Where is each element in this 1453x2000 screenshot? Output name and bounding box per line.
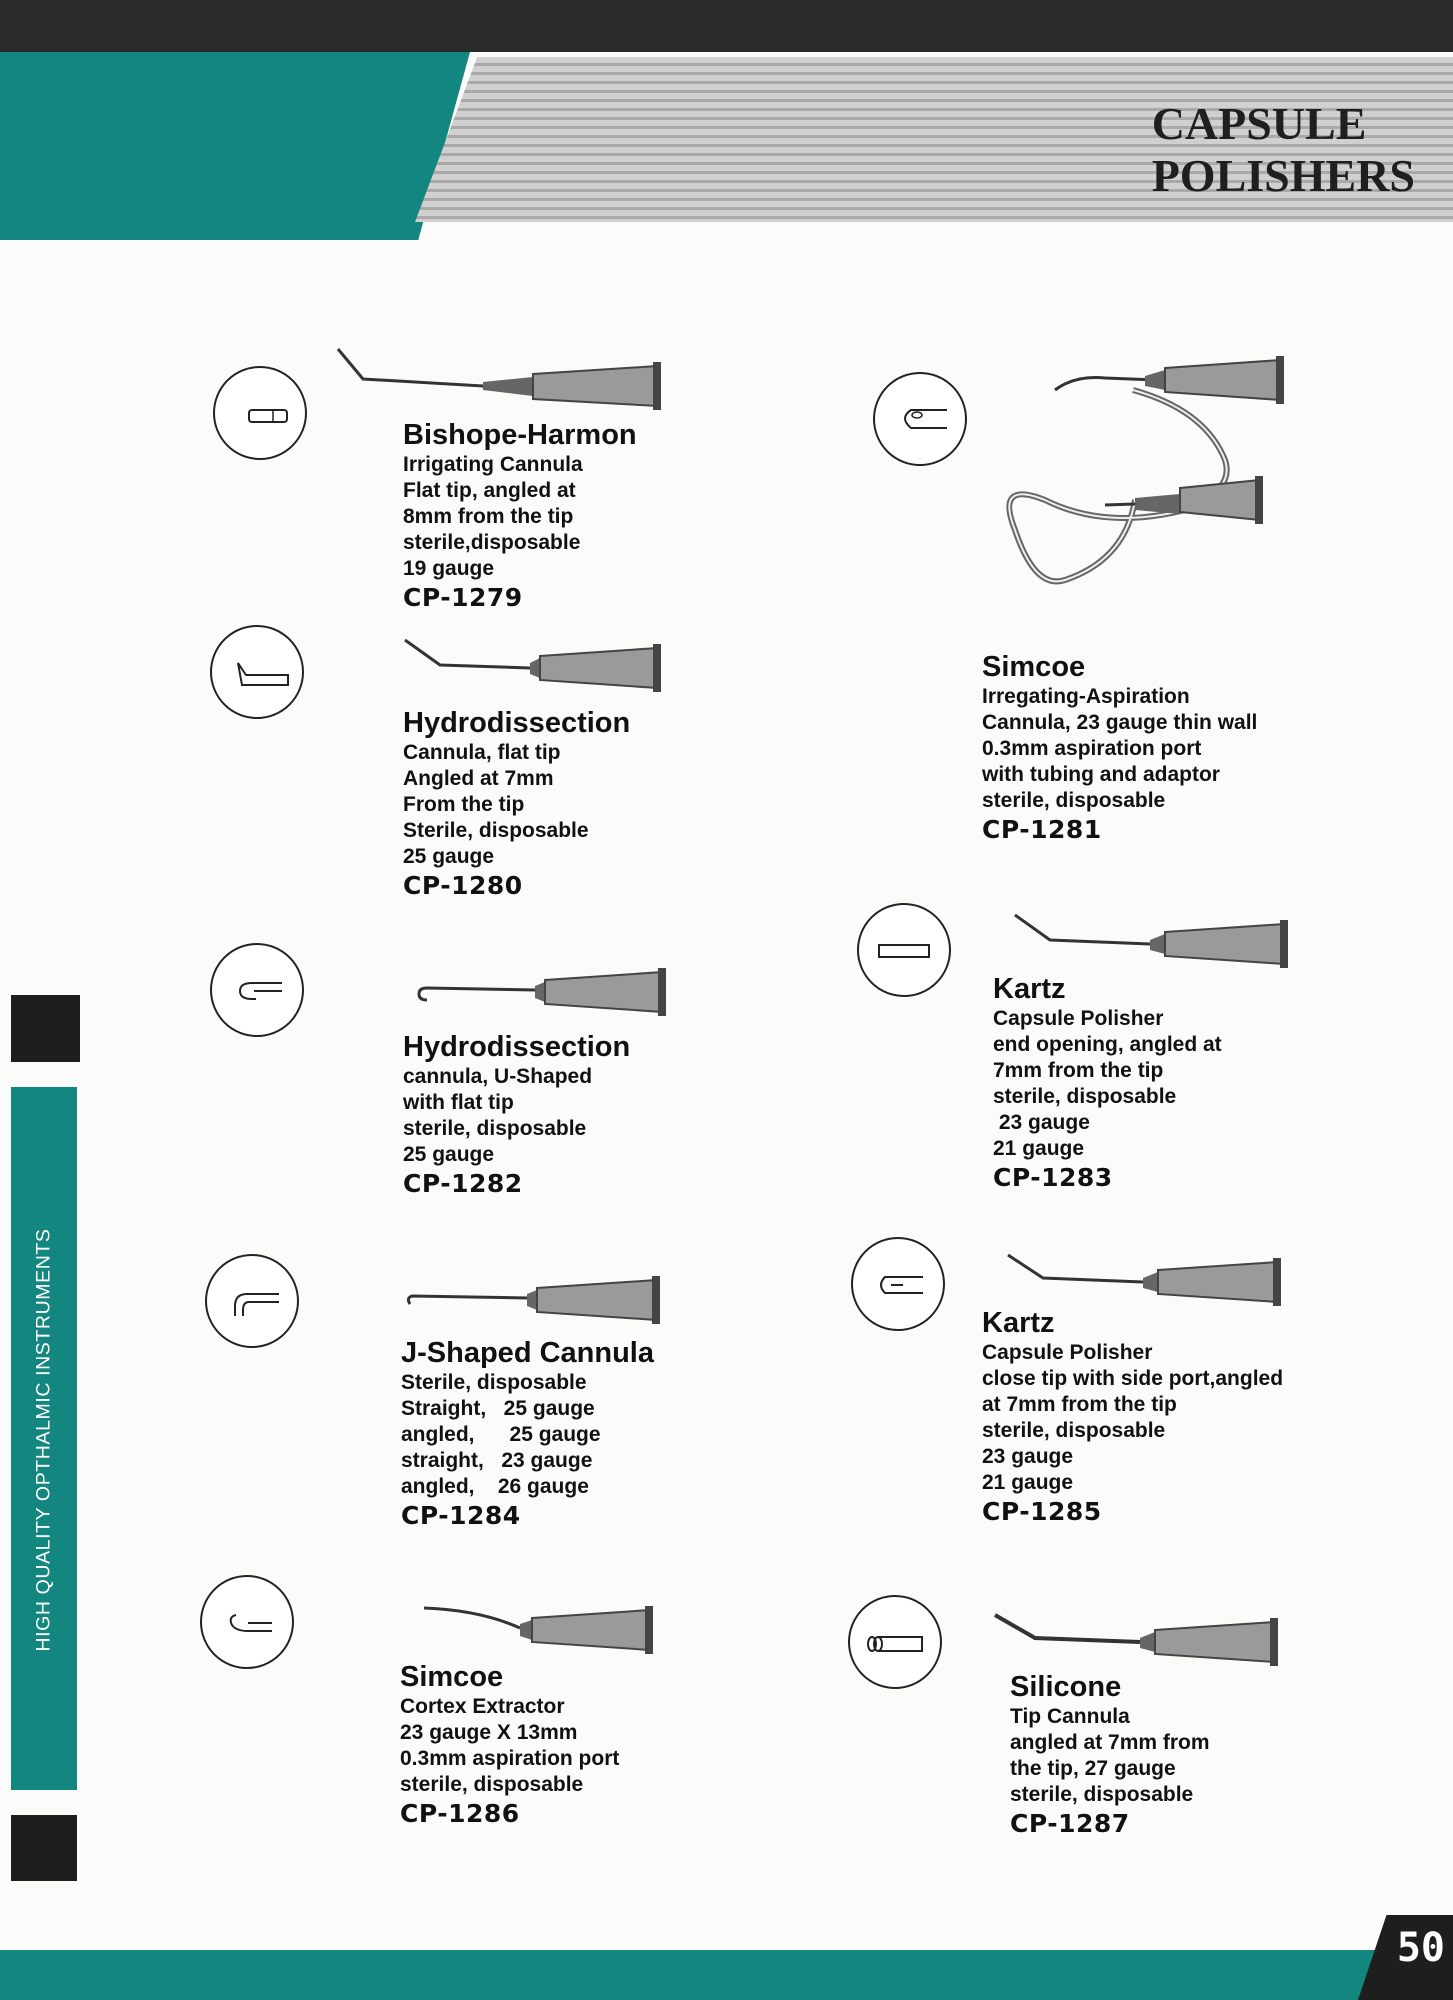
tip-detail-angled-icon	[210, 625, 304, 719]
angled-cannula-icon	[1010, 910, 1295, 980]
page-title-line1: CAPSULE	[1151, 98, 1367, 149]
product-code: CP-1283	[993, 1163, 1113, 1192]
tip-detail-end-opening-icon	[857, 903, 951, 997]
j-shaped-cannula-icon	[402, 1268, 667, 1333]
tip-detail-u-shaped-icon	[210, 943, 304, 1037]
product-line: Capsule Polisher	[993, 1007, 1164, 1030]
product-simcoe-irrigation	[982, 650, 1257, 846]
product-silicone-tip	[1010, 1670, 1210, 1840]
product-line: angled at 7mm from	[1010, 1731, 1210, 1754]
product-line: sterile, disposable	[400, 1773, 584, 1796]
product-name: Silicone	[1010, 1671, 1122, 1703]
bottom-bar	[0, 1950, 1453, 2000]
product-line: 21 gauge	[982, 1471, 1074, 1494]
tip-detail-cortex-icon	[200, 1575, 294, 1669]
product-code: CP-1279	[403, 583, 523, 612]
product-line: 0.3mm aspiration port	[400, 1747, 620, 1770]
irrigation-aspiration-cannula-icon	[985, 350, 1295, 620]
product-name: Simcoe	[982, 651, 1086, 683]
product-name: Kartz	[982, 1307, 1055, 1339]
product-line: sterile, disposable	[993, 1085, 1177, 1108]
product-code: CP-1287	[1010, 1809, 1130, 1838]
curved-cannula-icon	[420, 1598, 660, 1658]
product-line: 7mm from the tip	[993, 1059, 1164, 1082]
product-line: Cannula, flat tip	[403, 741, 561, 764]
product-line: sterile, disposable	[982, 1419, 1166, 1442]
product-line: 23 gauge	[982, 1445, 1074, 1468]
product-line: Angled at 7mm	[403, 767, 554, 790]
product-line: Cortex Extractor	[400, 1695, 565, 1718]
product-line: Straight, 25 gauge	[401, 1397, 595, 1420]
product-line: 23 gauge	[993, 1111, 1090, 1134]
product-line: Sterile, disposable	[403, 819, 589, 842]
angled-cannula-icon	[400, 630, 670, 705]
product-name: Hydrodissection	[403, 1031, 631, 1063]
product-line: close tip with side port,angled	[982, 1367, 1284, 1390]
product-line: sterile, disposable	[982, 789, 1166, 812]
product-j-shaped-cannula	[401, 1336, 654, 1532]
u-shaped-cannula-icon	[415, 960, 670, 1025]
product-line: 25 gauge	[403, 845, 495, 868]
header-teal-tab	[0, 52, 470, 240]
page-number: 50	[1396, 1925, 1445, 1971]
product-line: 23 gauge X 13mm	[400, 1721, 578, 1744]
product-name: Kartz	[993, 973, 1066, 1005]
tip-detail-close-tip-icon	[851, 1237, 945, 1331]
product-line: From the tip	[403, 793, 525, 816]
tip-detail-j-shaped-icon	[205, 1254, 299, 1348]
product-line: the tip, 27 gauge	[1010, 1757, 1176, 1780]
tip-detail-flat-icon	[213, 366, 307, 460]
product-name: Simcoe	[400, 1661, 504, 1693]
product-line: with tubing and adaptor	[982, 763, 1220, 786]
product-line: Sterile, disposable	[401, 1371, 587, 1394]
product-code: CP-1281	[982, 815, 1102, 844]
product-line: 25 gauge	[403, 1143, 495, 1166]
sidebar-label: HIGH QUALITY OPTHALMIC INSTRUMENTS	[32, 1228, 55, 1652]
product-line: sterile,disposable	[403, 531, 581, 554]
product-line: Irrigating Cannula	[403, 453, 583, 476]
product-line: Tip Cannula	[1010, 1705, 1130, 1728]
product-code: CP-1280	[403, 871, 523, 900]
product-line: angled, 25 gauge	[401, 1423, 601, 1446]
product-line: sterile, disposable	[403, 1117, 587, 1140]
product-kartz-close-tip	[982, 1306, 1283, 1528]
product-bishope-harmon	[403, 418, 637, 614]
sidebar-block-bottom	[11, 1815, 77, 1881]
product-hydrodissection-flat	[403, 706, 630, 902]
product-code: CP-1286	[400, 1799, 520, 1828]
product-line: Capsule Polisher	[982, 1341, 1153, 1364]
product-kartz-end-opening	[993, 972, 1222, 1194]
product-name: J-Shaped Cannula	[401, 1337, 654, 1369]
product-line: sterile, disposable	[1010, 1783, 1194, 1806]
page-title	[1152, 98, 1415, 202]
product-simcoe-cortex	[400, 1660, 619, 1830]
product-line: angled, 26 gauge	[401, 1475, 589, 1498]
product-line: Cannula, 23 gauge thin wall	[982, 711, 1258, 734]
product-line: 19 gauge	[403, 557, 495, 580]
top-bar	[0, 0, 1453, 52]
product-line: straight, 23 gauge	[401, 1449, 593, 1472]
tip-detail-side-port-icon	[873, 372, 967, 466]
product-line: end opening, angled at	[993, 1033, 1222, 1056]
product-line: Irregating-Aspiration	[982, 685, 1190, 708]
product-name: Bishope-Harmon	[403, 419, 637, 451]
product-line: 0.3mm aspiration port	[982, 737, 1202, 760]
sidebar-block-top	[11, 995, 80, 1062]
page-title-line2: POLISHERS	[1151, 150, 1415, 201]
product-hydrodissection-u-shaped	[403, 1030, 630, 1200]
product-code: CP-1285	[982, 1497, 1102, 1526]
product-line: cannula, U-Shaped	[403, 1065, 593, 1088]
angled-cannula-icon	[333, 344, 673, 424]
product-line: with flat tip	[403, 1091, 514, 1114]
product-line: at 7mm from the tip	[982, 1393, 1177, 1416]
product-line: 8mm from the tip	[403, 505, 574, 528]
product-name: Hydrodissection	[403, 707, 631, 739]
product-line: Flat tip, angled at	[403, 479, 576, 502]
product-code: CP-1284	[401, 1501, 521, 1530]
product-line: 21 gauge	[993, 1137, 1085, 1160]
tip-detail-silicone-icon	[848, 1595, 942, 1689]
product-code: CP-1282	[403, 1169, 523, 1198]
